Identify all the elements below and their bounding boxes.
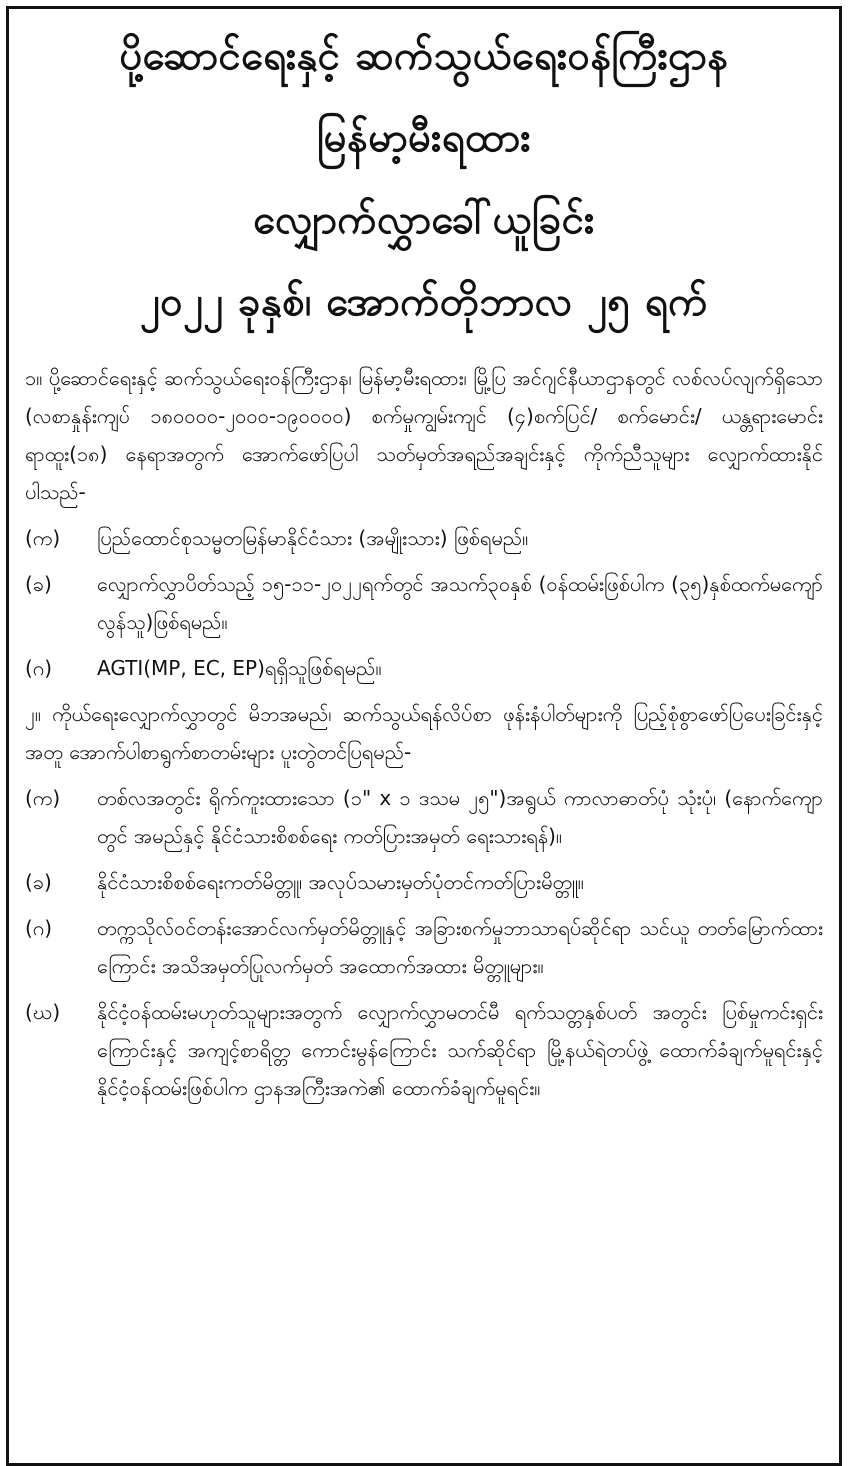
announcement-title: လျှောက်လွှာခေါ်ယူခြင်း	[253, 197, 595, 243]
announcement-header	[9, 9, 839, 343]
list-item	[25, 649, 823, 687]
list-item	[25, 779, 823, 855]
list-item-marker: (ခ)	[25, 870, 52, 894]
list-item	[25, 909, 823, 985]
list-item-text: နိုင်ငံသားစိစစ်ရေးကတ်မိတ္တူ၊ အလုပ်သမားမှတ်ပုံတင်ကတ်ပြားမိတ္တူ။	[97, 870, 584, 894]
department-title: မြန်မာ့မီးရထား	[317, 115, 531, 161]
list-item	[25, 993, 823, 1107]
list-item-marker: (က)	[25, 786, 61, 810]
list-item-marker: (က)	[25, 526, 61, 550]
list-item-marker: (ခ)	[25, 572, 52, 596]
list-item-marker: (ဂ)	[25, 656, 53, 680]
announcement-body	[25, 359, 823, 1107]
announcement-frame	[6, 6, 842, 1466]
list-item-text: နိုင်ငံ့ဝန်ထမ်းမဟုတ်သူများအတွက် လျှောက်လွှာမတင်မီ ရက်သတ္တနှစ်ပတ် အတွင်း ပြစ်မှုကင်းရှင်းကြောင်းနှင့် အကျင့်စာရိတ္တ ကောင်းမွန်ကြောင်း သက်ဆိုင်ရာ မြို့နယ်ရဲတပ်ဖွဲ့ ထောက်ခံချက်မူရင်းနှင့် နိုင်ငံ့ဝန်ထမ်းဖြစ်ပါက ဌာနအကြီးအကဲ၏ ထောက်ခံချက်မူရင်း။	[97, 1000, 823, 1100]
list-item-text: တစ်လအတွင်း ရိုက်ကူးထားသော (၁" x ၁ ဒသမ ၂၅")အရွယ် ကာလာဓာတ်ပုံ သုံးပုံ၊ (နောက်ကျောတွင် အမည်နှင့် နိုင်ငံသားစိစစ်ရေး ကတ်ပြားအမှတ် ရေးသားရန်)။	[97, 786, 823, 848]
list-item-marker: (ဂ)	[25, 916, 53, 940]
section-2-text: ၂။ ကိုယ်ရေးလျှောက်လွှာတွင် မိဘအမည်၊ ဆက်သွယ်ရန်လိပ်စာ ဖုန်းနံပါတ်များကို ပြည့်စုံစွာဖော်ပြပေးခြင်းနှင့်အတူ အောက်ပါစာရွက်စာတမ်းများ ပူးတွဲတင်ပြရမည်-	[25, 702, 823, 764]
list-item	[25, 565, 823, 641]
announcement-date: ၂၀၂၂ ခုနှစ်၊ အောက်တိုဘာလ ၂၅ ရက်	[140, 279, 708, 325]
section-1-text: ၁။ ပို့ဆောင်ရေးနှင့် ဆက်သွယ်ရေးဝန်ကြီးဌာန၊ မြန်မာ့မီးရထား၊ မြို့ပြ အင်ဂျင်နီယာဌာနတွင် လစ်လပ်လျက်ရှိသော (လစာနှုန်းကျပ် ၁၈၀၀၀၀-၂၀၀၀-၁၉၀၀၀၀) စက်မှုကျွမ်းကျင် (၄)စက်ပြင်/ စက်မောင်း/ ယန္တရားမောင်း ရာထူး(၁၈) နေရာအတွက် အောက်ဖော်ပြပါ သတ်မှတ်အရည်အချင်းနှင့် ကိုက်ညီသူများ လျှောက်ထားနိုင်ပါသည်-	[25, 366, 823, 504]
list-item	[25, 863, 823, 901]
list-item-text: တက္ကသိုလ်ဝင်တန်းအောင်လက်မှတ်မိတ္တူနှင့် အခြားစက်မှုဘာသာရပ်ဆိုင်ရာ သင်ယူ တတ်မြောက်ထားကြောင်း အသိအမှတ်ပြုလက်မှတ် အထောက်အထား မိတ္တူများ။	[97, 916, 823, 978]
list-item-text: AGTI(MP, EC, EP)ရရှိသူဖြစ်ရမည်။	[97, 656, 382, 680]
list-item-text: လျှောက်လွှာပိတ်သည့် ၁၅-၁၁-၂၀၂၂ရက်တွင် အသက်၃၀နှစ် (ဝန်ထမ်းဖြစ်ပါက (၃၅)နှစ်ထက်မကျော်လွန်သူ)ဖြစ်ရမည်။	[97, 572, 823, 634]
list-item-marker: (ဃ)	[25, 1000, 61, 1024]
ministry-title: ပို့ဆောင်ရေးနှင့် ဆက်သွယ်ရေးဝန်ကြီးဌာန	[119, 33, 729, 79]
list-item	[25, 519, 823, 557]
list-item-text: ပြည်ထောင်စုသမ္မတမြန်မာနိုင်ငံသား (အမျိုးသား) ဖြစ်ရမည်။	[97, 526, 529, 550]
